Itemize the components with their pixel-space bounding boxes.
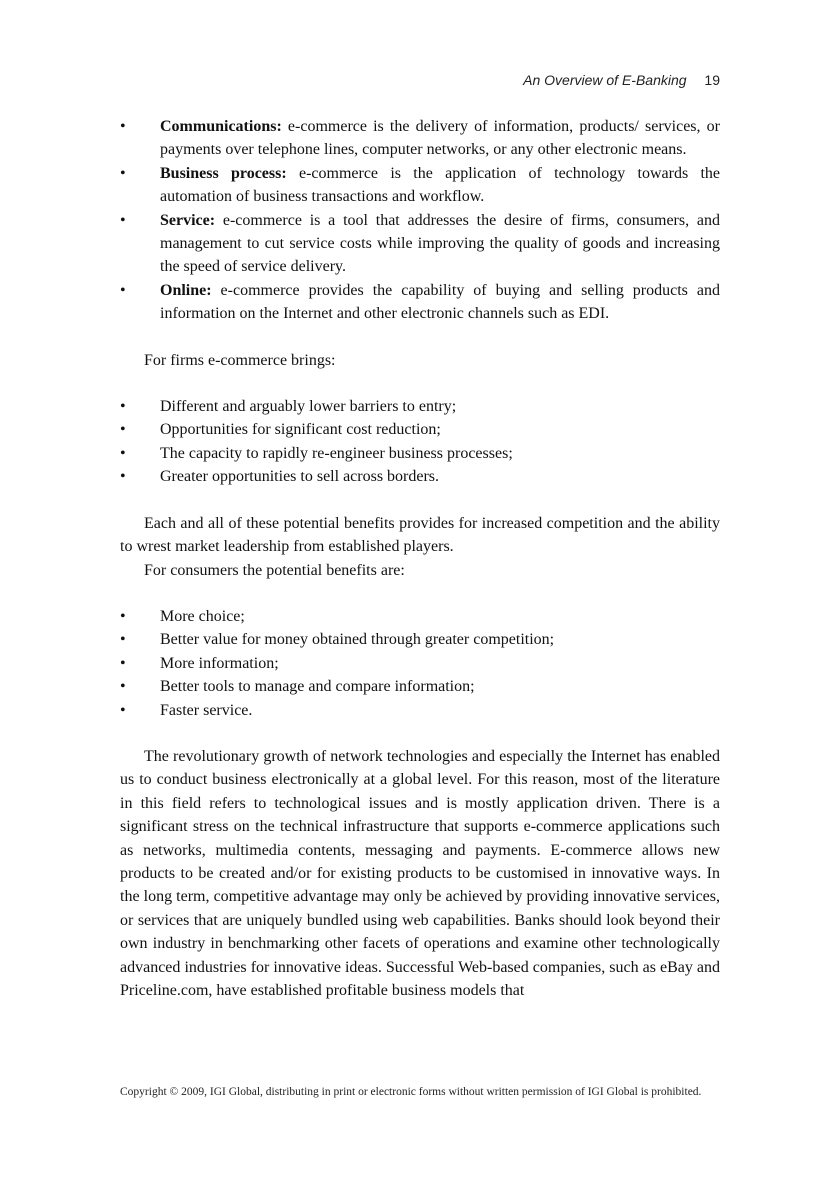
competition-paragraph: Each and all of these potential benefits provides for increased competition and the ability to wrest market leadership from established players. — [120, 514, 720, 556]
list-item-text: The capacity to rapidly re-engineer business processes; — [160, 444, 513, 462]
page-number: 19 — [704, 72, 720, 88]
list-item — [120, 418, 720, 441]
list-item — [120, 279, 720, 326]
list-item — [120, 699, 720, 722]
list-item-text: More choice; — [160, 607, 245, 625]
definition-term: Business process: — [160, 164, 287, 182]
spacer — [120, 372, 720, 395]
bullet-icon: • — [120, 118, 126, 135]
spacer — [120, 489, 720, 512]
consumer-benefits-list — [120, 605, 720, 722]
bullet-icon: • — [120, 444, 126, 462]
bullet-icon: • — [120, 607, 126, 625]
bullet-icon: • — [120, 631, 126, 649]
list-item-text: Better value for money obtained through greater competition; — [160, 631, 555, 649]
list-item-text: Different and arguably lower barriers to entry; — [160, 398, 457, 416]
list-item-text: Opportunities for significant cost reduction; — [160, 421, 441, 439]
list-item — [120, 628, 720, 651]
definition-text: e-commerce is the application of technology towards the automation of business transactions and workflow. — [160, 164, 721, 206]
bullet-icon: • — [120, 468, 126, 486]
list-item-text: Faster service. — [160, 701, 253, 719]
spacer — [120, 722, 720, 745]
definition-term: Online: — [160, 281, 212, 299]
definitions-list — [120, 115, 720, 326]
definition-term: Service: — [160, 211, 216, 229]
bullet-icon: • — [120, 678, 126, 696]
spacer — [120, 582, 720, 605]
bullet-icon: • — [120, 211, 126, 229]
bullet-icon: • — [120, 421, 126, 439]
running-head-title: An Overview of E-Banking — [523, 72, 687, 88]
definition-text: e-commerce is the delivery of information, products/ services, or payments over telephone lines, computer networks, or any other electronic means. — [160, 118, 720, 159]
consumers-intro: For consumers the potential benefits are: — [144, 561, 405, 579]
growth-paragraph: The revolutionary growth of network technologies and especially the Internet has enabled us to conduct business electronically at a global level. For this reason, most of the literature in this field refers to technological issues and is mostly application driven. There is a significant stress on the technical infrastructure that supports e-commerce applications such as networks, multimedia contents, messaging and payments. E-commerce allows new products to be created and/or for existing products to be customised in innovative ways. In the long term, competitive advantage may only be achieved by providing innovative services, or services that are uniquely bundled using web capabilities. Banks should look beyond their own industry in benchmarking other facets of operations and examine other technologically advanced industries for innovative ideas. Successful Web-based companies, such as eBay and Priceline.com, have established profitable business models that — [120, 747, 720, 999]
definition-text: e-commerce is a tool that addresses the desire of firms, consumers, and management to cut service costs while improving the quality of goods and increasing the speed of service delivery. — [160, 211, 720, 276]
spacer — [120, 326, 720, 349]
list-item-text: More information; — [160, 654, 279, 672]
bullet-icon: • — [120, 281, 126, 299]
definition-term: Communications: — [160, 118, 282, 135]
bullet-icon: • — [120, 654, 126, 672]
list-item — [120, 162, 720, 209]
bullet-icon: • — [120, 164, 126, 182]
bullet-icon: • — [120, 701, 126, 719]
list-item-text: Greater opportunities to sell across borders. — [160, 468, 440, 486]
list-item-text: Better tools to manage and compare information; — [160, 678, 475, 696]
list-item — [120, 115, 720, 162]
copyright-footer: Copyright © 2009, IGI Global, distributing in print or electronic forms without written permission of IGI Global is prohibited. — [120, 1086, 702, 1098]
firms-intro: For firms e-commerce brings: — [144, 351, 336, 369]
list-item — [120, 395, 720, 418]
list-item — [120, 442, 720, 465]
bullet-icon: • — [120, 398, 126, 416]
list-item — [120, 605, 720, 628]
firms-benefits-list — [120, 395, 720, 489]
list-item — [120, 465, 720, 488]
page-body — [120, 115, 720, 1002]
list-item — [120, 209, 720, 279]
running-head — [523, 72, 720, 88]
definition-text: e-commerce provides the capability of buying and selling products and information on the Internet and other electronic channels such as EDI. — [160, 281, 720, 323]
list-item — [120, 652, 720, 675]
list-item — [120, 675, 720, 698]
